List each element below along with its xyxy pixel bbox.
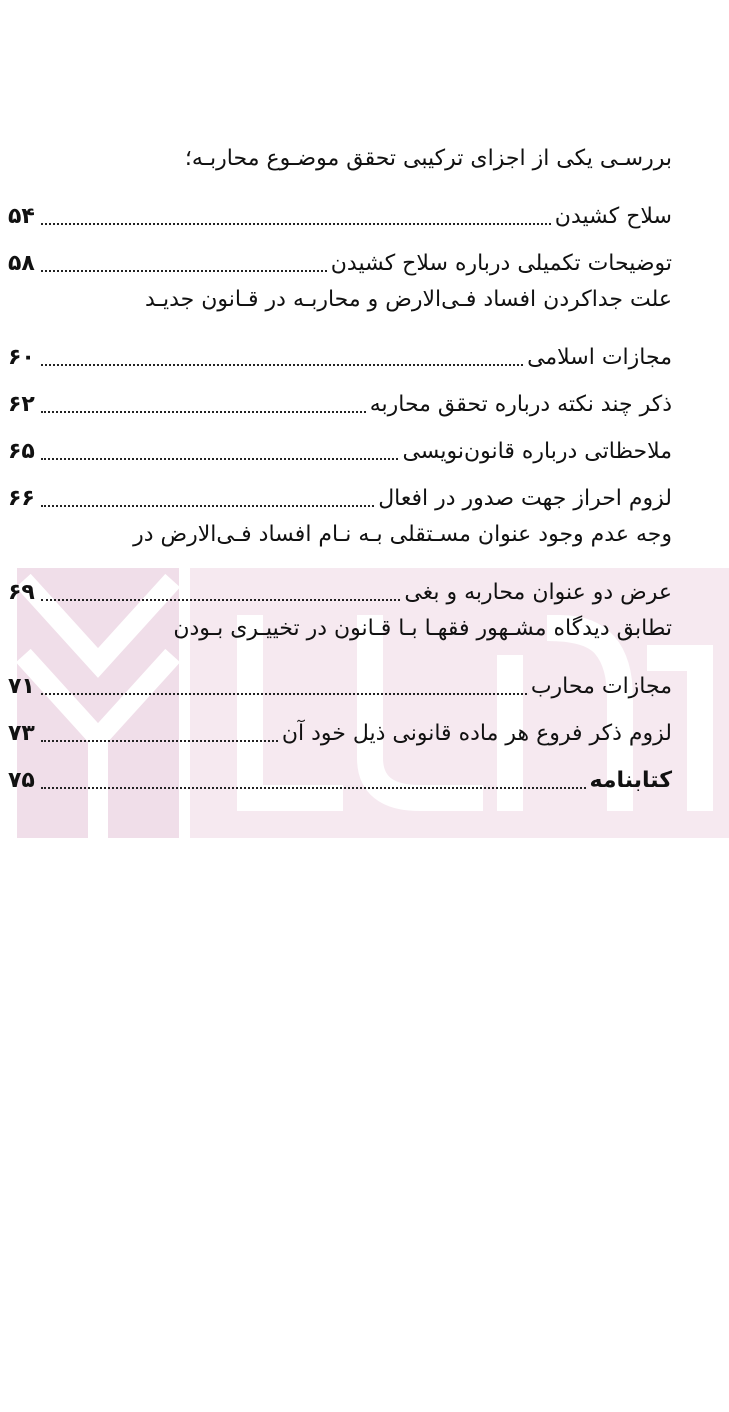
toc-entry[interactable]: [8, 757, 672, 803]
toc-entry-title: وجه عدم وجود عنوان مسـتقلی بـه نـام افساد فـی‌الارض در: [133, 522, 672, 547]
toc-entry-title: ذکر چند نکته درباره تحقق محاربه: [369, 391, 672, 417]
toc-entry[interactable]: [8, 240, 672, 286]
leader-dots: [41, 693, 527, 695]
toc-entry-title: توضیحات تکمیلی درباره سلاح کشیدن: [330, 250, 672, 276]
toc-entry[interactable]: [8, 522, 672, 568]
toc-entry[interactable]: [8, 475, 672, 521]
toc-entry-title: تطابق دیدگاه مشـهور فقهـا بـا قـانون در تخییـری بـودن: [173, 616, 672, 641]
toc-entry-title: عرض دو عنوان محاربه و بغی: [404, 579, 672, 605]
leader-dots: [41, 787, 586, 789]
toc-entry-title: لزوم ذکر فروع هر ماده قانونی ذیل خود آن: [281, 720, 672, 746]
toc-entry-title: بررسـی یکی از اجزای ترکیبی تحقق موضـوع محاربـه؛: [184, 146, 672, 171]
toc-entry-title: ملاحظاتی درباره قانون‌نویسی: [402, 438, 672, 464]
toc-entry[interactable]: [8, 710, 672, 756]
leader-dots: [41, 411, 366, 413]
toc-entry-title: علت جداکردن افساد فـی‌الارض و محاربـه در قـانون جدیـد: [144, 287, 672, 312]
leader-dots: [41, 740, 278, 742]
toc-entry[interactable]: [8, 334, 672, 380]
toc-entry[interactable]: [8, 193, 672, 239]
toc-entry[interactable]: [8, 663, 672, 709]
toc-page-number: ۶۹: [8, 579, 35, 605]
toc-page-number: ۶۰: [8, 344, 35, 370]
leader-dots: [41, 505, 374, 507]
toc-page-number: ۶۶: [8, 485, 35, 511]
toc-page-number: ۷۵: [8, 767, 35, 793]
leader-dots: [41, 599, 401, 601]
toc-entry-title: مجازات محارب: [530, 673, 672, 699]
toc-page-number: ۵۸: [8, 250, 35, 276]
toc-entry[interactable]: [8, 616, 672, 662]
toc-page-number: ۶۲: [8, 391, 35, 417]
toc-entry-title: مجازات اسلامی: [527, 344, 672, 370]
toc-entry-title: سلاح کشیدن: [554, 203, 672, 229]
toc-entry-title: لزوم احراز جهت صدور در افعال: [378, 485, 672, 511]
toc-entry[interactable]: [8, 428, 672, 474]
toc-entry[interactable]: [8, 381, 672, 427]
toc-page-number: ۷۳: [8, 720, 35, 746]
toc-page-number: ۶۵: [8, 438, 35, 464]
toc-page-number: ۷۱: [8, 673, 35, 699]
toc-entry[interactable]: [8, 146, 672, 192]
leader-dots: [41, 364, 523, 366]
leader-dots: [41, 223, 551, 225]
toc-entry-title: کتابنامه: [589, 767, 672, 793]
toc-entry[interactable]: [8, 569, 672, 615]
leader-dots: [41, 458, 399, 460]
toc-page-number: ۵۴: [8, 203, 35, 229]
leader-dots: [41, 270, 327, 272]
toc-entry[interactable]: [8, 287, 672, 333]
